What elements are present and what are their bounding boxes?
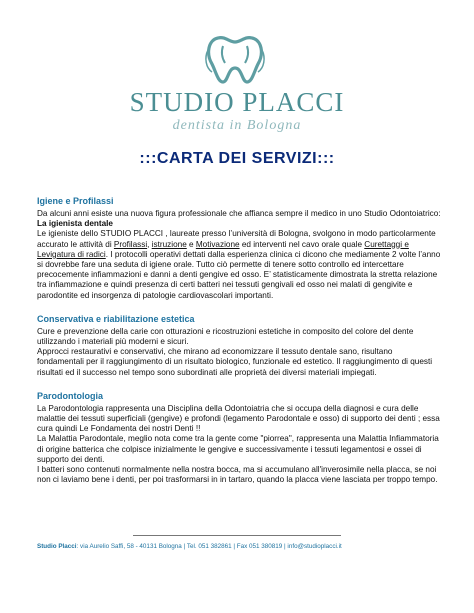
text: e (186, 239, 196, 249)
tooth-logo-icon (202, 28, 268, 86)
bold-text: La igienista dentale (37, 219, 113, 229)
text: Le igieniste dello STUDIO PLACCI , laureate presso l’università di Bologna, svolgono in modo particolarmente accurato le attività di (37, 229, 436, 249)
document-title: :::CARTA DEI SERVIZI::: (139, 150, 335, 167)
underlined-text: istruzione (151, 239, 187, 249)
underlined-text: Profilassi (113, 239, 148, 249)
underlined-text: Motivazione (195, 239, 240, 249)
text: , (147, 239, 152, 249)
underlined-text: Curettaggi e Levigatura di radici (37, 239, 409, 259)
document-body (37, 196, 441, 498)
paragraph: Cure e prevenzione della carie con otturazioni e ricostruzioni estetiche in composito del colore del dente utilizzando i materiali più moderni e sicuri. Approcci restaurativi e conservativi, che mirano ad economizzare il tessuto dentale sano, risultano fondamentali per il raggiungimento di un risultato biologico, funzionale ed estetico. Il raggiungimento di questi risultati ed il successo nel tempo sono subordinati alle proprietà dei diversi materiali impiegati. (37, 326, 433, 377)
text: Da alcuni anni esiste una nuova figura professionale che affianca sempre il medico in uno Studio Odontoiatrico: (37, 209, 441, 218)
section-heading: Conservativa e riabilitazione estetica (37, 313, 195, 324)
section-heading: Igiene e Profilassi (37, 196, 114, 206)
section-parodontologia (37, 391, 441, 486)
footer-contact-details: : via Aurelio Saffi, 58 - 40131 Bologna | Tel. 051 382861 | Fax 051 380819 | info@studioplacci.it (76, 543, 342, 550)
text: ed interventi nel cavo orale quale (239, 239, 365, 249)
section-conservativa (37, 314, 441, 378)
paragraph (37, 209, 441, 229)
section-igiene (37, 196, 441, 301)
studio-logo (0, 0, 474, 140)
footer (37, 543, 441, 550)
brand-tagline: dentista in Bologna (172, 118, 302, 133)
footer-divider (133, 535, 341, 536)
footer-studio-name: Studio Placci (37, 543, 77, 550)
paragraph: La Parodontologia rappresenta una Disciplina della Odontoiatria che si occupa della diagnosi e cura delle malattie dei tessuti superficiali (gengive) e profondi (legamento Parodontale e osso) di supporto dei denti ; essa cura quindi Le Fondamenta dei nostri Denti !! La Malattia Parodontale, meglio nota come tra la gente come "piorrea", rappresenta una Malattia Infiammatoria di origine batterica che colpisce inizialmente le gengive e successivamente i tessuti legamentosi e ossei di supporto dei denti. I batteri sono contenuti normalmente nella nostra bocca, ma si accumulano all'inverosimile nella placca, se noi non ci laviamo bene i denti, per poi trasformarsi in in tartaro, quando la placca viene lasciata per troppo tempo. (37, 403, 440, 485)
section-heading: Parodontologia (37, 390, 103, 401)
brand-name: STUDIO PLACCI (129, 87, 345, 117)
text: . I protocolli operativi dettati dalla esperienza clinica ci dicono che mediamente 2 volte l’anno si dovrebbe fare una seduta di igiene orale. Tutto ciò permette di tenere sotto controllo ed intercettare precocemente infiammazioni e danni a denti gengive ed osso. E’ statisticamente dimostrata la stretta relazione tra infiammazione e quindi presenza di certi batteri nei tessuti gengivali ed osso nei malati di gengivite e parodontite ed insorgenza di patologie cardiovascolari importanti. (37, 249, 441, 300)
paragraph (37, 229, 441, 300)
